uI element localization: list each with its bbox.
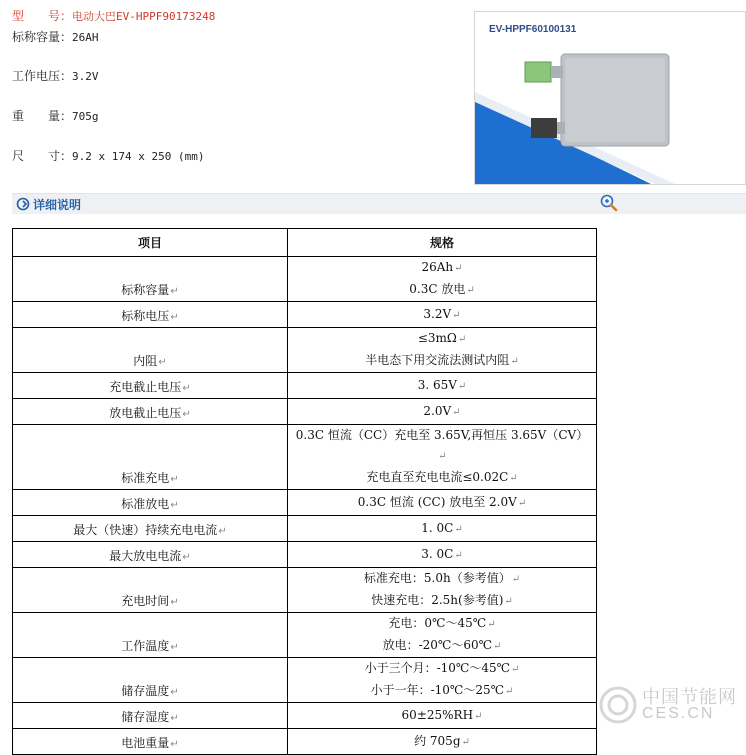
row-spec [288,568,597,613]
table-row [13,613,597,658]
paragraph-mark-icon: ↵ [452,406,461,418]
paragraph-mark-icon: ↵ [170,739,179,750]
paragraph-mark-icon: ↵ [511,574,521,585]
row-spec-text: 0.3C 恒流（CC）充电至 3.65V,再恒压 3.65V（CV） [295,428,589,442]
row-item [13,257,288,302]
paragraph-mark-icon: ↵ [438,451,447,462]
row-spec [288,542,597,568]
battery-cell-face [565,58,665,142]
row-item-label: 最大放电电流 [109,549,182,563]
row-spec-text: 放电：-20℃～60℃ [382,638,493,652]
paragraph-mark-icon: ↵ [454,549,463,561]
row-item [13,490,288,516]
battery-illustration [475,12,745,184]
watermark-logo-icon [598,685,638,725]
row-item-label: 放电截止电压 [109,406,182,420]
header-spec: 规格 [288,229,597,257]
row-spec [288,490,597,516]
size-line [12,149,204,164]
table-row [13,490,597,516]
paragraph-mark-icon: ↵ [466,285,475,296]
row-spec-line [292,568,592,590]
paragraph-mark-icon: ↵ [509,473,518,484]
row-item-label: 储存温度 [121,684,170,698]
row-item [13,399,288,425]
row-spec-text: 3.2V [423,306,452,321]
row-spec-text: 约 705g [414,733,461,748]
row-spec-text: 小于三个月：-10℃～45℃ [364,661,511,675]
table-row [13,542,597,568]
detail-title-text: 详细说明 [33,198,82,212]
row-spec-line [292,279,592,301]
paragraph-mark-icon: ↵ [454,263,463,274]
paragraph-mark-icon: ↵ [170,642,179,653]
row-item-label: 储存湿度 [121,710,170,724]
row-spec-line [292,544,592,566]
row-spec-line [292,350,592,372]
paragraph-mark-icon: ↵ [505,686,514,697]
positive-tab [551,66,563,78]
paragraph-mark-icon: ↵ [504,596,513,607]
paragraph-mark-icon: ↵ [170,687,179,698]
paragraph-mark-icon: ↵ [487,619,496,630]
paragraph-mark-icon: ↵ [170,713,179,724]
size-value: 9.2 x 174 x 250 (mm) [72,150,205,163]
row-item-label: 电池重量 [121,736,170,750]
row-item-label: 标准放电 [121,497,170,511]
row-item-label: 充电截止电压 [109,380,182,394]
paragraph-mark-icon: ↵ [170,597,179,608]
row-item [13,542,288,568]
paragraph-mark-icon: ↵ [182,383,191,394]
row-spec [288,328,597,373]
row-item [13,302,288,328]
row-item [13,703,288,729]
negative-tab [557,122,565,134]
weight-line [12,109,99,124]
paragraph-mark-icon: ↵ [170,474,179,485]
product-image[interactable] [474,11,746,185]
row-spec-line [292,518,592,540]
positive-terminal [525,62,551,82]
watermark [598,683,738,729]
spec-table [12,228,597,755]
table-row [13,257,597,302]
row-item [13,729,288,755]
model-line [12,9,215,24]
row-spec-text: 小于一年：-10℃～25℃ [370,683,505,697]
row-item-label: 内阻 [133,354,158,368]
row-item [13,613,288,658]
row-item-label: 标称电压 [121,309,170,323]
row-spec-line [292,590,592,612]
row-item [13,516,288,542]
row-spec-line [292,425,592,467]
table-row [13,399,597,425]
row-spec [288,373,597,399]
row-item-label: 充电时间 [121,594,170,608]
row-spec-text: 标准充电：5.0h（参考值） [363,571,511,585]
row-spec-line [292,257,592,279]
paragraph-mark-icon: ↵ [510,356,519,367]
product-code: EV-HPPF60100131 [489,24,577,35]
row-spec-line [292,613,592,635]
table-row [13,658,597,703]
table-row [13,328,597,373]
row-spec-text: 半电态下用交流法测试内阻 [365,353,510,367]
row-spec-line [292,680,592,702]
detail-bar [12,193,746,214]
row-spec [288,613,597,658]
paragraph-mark-icon: ↵ [452,309,461,321]
table-row [13,302,597,328]
row-spec [288,658,597,703]
paragraph-mark-icon: ↵ [474,710,483,722]
row-spec [288,302,597,328]
row-spec-text: 0.3C 放电 [409,282,466,296]
paragraph-mark-icon: ↵ [493,641,502,652]
row-item-label: 最大（快速）持续充电电流 [73,523,218,537]
row-spec-text: 2.0V [423,403,452,418]
row-spec-text: 快速充电：2.5h(参考值) [371,593,504,607]
paragraph-mark-icon: ↵ [457,380,467,392]
paragraph-mark-icon: ↵ [170,312,179,323]
row-item-label: 标准充电 [121,471,170,485]
detail-arrow-icon [16,197,30,214]
header-item: 项目 [13,229,288,257]
spec-body [13,257,597,755]
spec-header-row [13,229,597,257]
watermark-cn: 中国节能网 [642,687,737,707]
row-spec-text: 3. 65V [417,377,457,392]
row-spec [288,425,597,490]
paragraph-mark-icon: ↵ [454,523,463,535]
row-spec-text: 26Ah [421,260,454,274]
weight-label: 重 量： [12,109,73,123]
row-item [13,328,288,373]
table-row [13,373,597,399]
row-spec-text: ≤3mΩ [417,331,457,345]
model-value: 电动大巴EV-HPPF90173248 [72,10,216,23]
row-item [13,373,288,399]
table-row [13,568,597,613]
magnifier-icon[interactable] [599,193,619,217]
row-item [13,425,288,490]
paragraph-mark-icon: ↵ [218,526,227,537]
row-spec [288,729,597,755]
paragraph-mark-icon: ↵ [511,664,520,675]
paragraph-mark-icon: ↵ [457,334,467,345]
voltage-line [12,69,99,84]
row-spec [288,257,597,302]
row-spec [288,399,597,425]
detail-title [16,196,81,214]
row-item [13,658,288,703]
row-item-label: 标称容量 [121,283,170,297]
paragraph-mark-icon: ↵ [170,286,179,297]
capacity-value: 26AH [72,31,99,44]
row-spec-text: 3. 0C [421,546,454,561]
table-row [13,516,597,542]
model-label: 型 号： [12,9,73,23]
row-spec-line [292,635,592,657]
paragraph-mark-icon: ↵ [182,552,191,563]
row-spec-line [292,375,592,397]
row-spec-line [292,705,592,727]
row-spec-line [292,492,592,514]
table-row [13,703,597,729]
watermark-en: CES.CN [642,705,715,722]
weight-value: 705g [72,110,99,123]
voltage-value: 3.2V [72,70,99,83]
row-spec-text: 充电：0℃～45℃ [388,616,487,630]
row-spec-text: 0.3C 恒流 (CC) 放电至 2.0V [357,494,517,509]
row-spec-line [292,401,592,423]
capacity-line [12,30,99,45]
table-row [13,729,597,755]
row-spec-text: 1. 0C [421,520,454,535]
paragraph-mark-icon: ↵ [182,409,191,420]
row-spec-line [292,467,592,489]
row-spec-line [292,658,592,680]
paragraph-mark-icon: ↵ [517,497,527,509]
row-item-label: 工作温度 [121,639,170,653]
row-spec-line [292,328,592,350]
paragraph-mark-icon: ↵ [170,500,179,511]
voltage-label: 工作电压： [12,69,73,83]
row-item [13,568,288,613]
row-spec-line [292,731,592,753]
row-spec-line [292,304,592,326]
size-label: 尺 寸： [12,149,73,163]
row-spec [288,703,597,729]
paragraph-mark-icon: ↵ [461,736,470,748]
negative-terminal [531,118,557,138]
table-row [13,425,597,490]
row-spec-text: 充电直至充电电流≤0.02C [366,470,509,484]
capacity-label: 标称容量： [12,30,73,44]
row-spec-text: 60±25%RH [401,707,474,722]
paragraph-mark-icon: ↵ [158,357,167,368]
row-spec [288,516,597,542]
